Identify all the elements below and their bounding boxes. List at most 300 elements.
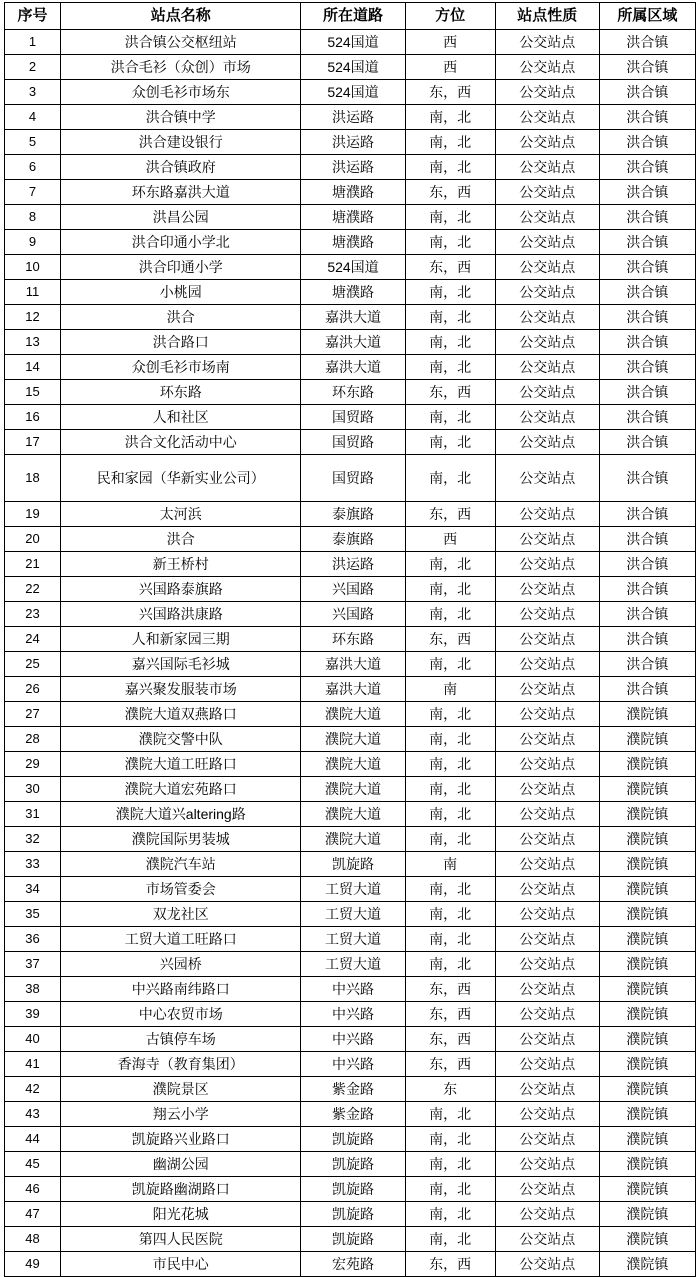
cell-road: 洪运路 bbox=[301, 155, 405, 180]
cell-no: 25 bbox=[5, 652, 61, 677]
cell-no: 20 bbox=[5, 527, 61, 552]
cell-direction: 东，西 bbox=[405, 380, 495, 405]
cell-type: 公交站点 bbox=[495, 752, 599, 777]
table-row bbox=[5, 30, 696, 55]
cell-direction: 东 bbox=[405, 1077, 495, 1102]
cell-type: 公交站点 bbox=[495, 677, 599, 702]
cell-no: 49 bbox=[5, 1252, 61, 1277]
cell-direction: 东，西 bbox=[405, 80, 495, 105]
cell-region: 洪合镇 bbox=[599, 652, 695, 677]
cell-no: 34 bbox=[5, 877, 61, 902]
cell-station-name: 众创毛衫市场南 bbox=[61, 355, 301, 380]
cell-region: 濮院镇 bbox=[599, 1102, 695, 1127]
table-row bbox=[5, 652, 696, 677]
cell-no: 46 bbox=[5, 1177, 61, 1202]
cell-region: 濮院镇 bbox=[599, 1002, 695, 1027]
cell-station-name: 洪合建设银行 bbox=[61, 130, 301, 155]
table-row bbox=[5, 602, 696, 627]
cell-station-name: 洪合印通小学北 bbox=[61, 230, 301, 255]
cell-station-name: 凯旋路兴业路口 bbox=[61, 1127, 301, 1152]
cell-direction: 西 bbox=[405, 30, 495, 55]
table-row bbox=[5, 1177, 696, 1202]
cell-direction: 南，北 bbox=[405, 305, 495, 330]
cell-no: 37 bbox=[5, 952, 61, 977]
cell-no: 14 bbox=[5, 355, 61, 380]
table-row bbox=[5, 105, 696, 130]
cell-road: 濮院大道 bbox=[301, 752, 405, 777]
cell-no: 40 bbox=[5, 1027, 61, 1052]
cell-region: 洪合镇 bbox=[599, 602, 695, 627]
table-row bbox=[5, 702, 696, 727]
table-body bbox=[5, 30, 696, 1277]
table-row bbox=[5, 155, 696, 180]
cell-road: 嘉洪大道 bbox=[301, 677, 405, 702]
cell-station-name: 洪合 bbox=[61, 527, 301, 552]
column-header-road: 所在道路 bbox=[301, 3, 405, 30]
table-row bbox=[5, 1252, 696, 1277]
table-row bbox=[5, 455, 696, 502]
cell-direction: 东，西 bbox=[405, 1002, 495, 1027]
cell-road: 嘉洪大道 bbox=[301, 652, 405, 677]
cell-region: 洪合镇 bbox=[599, 30, 695, 55]
table-row bbox=[5, 1027, 696, 1052]
cell-station-name: 香海寺（教育集团） bbox=[61, 1052, 301, 1077]
cell-type: 公交站点 bbox=[495, 80, 599, 105]
cell-no: 17 bbox=[5, 430, 61, 455]
cell-no: 47 bbox=[5, 1202, 61, 1227]
cell-station-name: 环东路 bbox=[61, 380, 301, 405]
cell-region: 洪合镇 bbox=[599, 627, 695, 652]
cell-direction: 东，西 bbox=[405, 627, 495, 652]
cell-region: 濮院镇 bbox=[599, 952, 695, 977]
cell-road: 524国道 bbox=[301, 30, 405, 55]
cell-direction: 南，北 bbox=[405, 827, 495, 852]
cell-direction: 东，西 bbox=[405, 977, 495, 1002]
cell-direction: 南，北 bbox=[405, 105, 495, 130]
cell-type: 公交站点 bbox=[495, 927, 599, 952]
cell-station-name: 濮院国际男装城 bbox=[61, 827, 301, 852]
cell-station-name: 工贸大道工旺路口 bbox=[61, 927, 301, 952]
cell-type: 公交站点 bbox=[495, 280, 599, 305]
cell-type: 公交站点 bbox=[495, 577, 599, 602]
cell-direction: 南，北 bbox=[405, 702, 495, 727]
cell-direction: 西 bbox=[405, 527, 495, 552]
cell-no: 41 bbox=[5, 1052, 61, 1077]
cell-station-name: 洪昌公园 bbox=[61, 205, 301, 230]
cell-type: 公交站点 bbox=[495, 1252, 599, 1277]
cell-direction: 南，北 bbox=[405, 330, 495, 355]
cell-direction: 南，北 bbox=[405, 1102, 495, 1127]
column-header-region: 所属区域 bbox=[599, 3, 695, 30]
cell-road: 国贸路 bbox=[301, 405, 405, 430]
cell-station-name: 中兴路南纬路口 bbox=[61, 977, 301, 1002]
cell-type: 公交站点 bbox=[495, 205, 599, 230]
cell-type: 公交站点 bbox=[495, 105, 599, 130]
cell-no: 19 bbox=[5, 502, 61, 527]
table-row bbox=[5, 355, 696, 380]
cell-region: 濮院镇 bbox=[599, 1252, 695, 1277]
cell-region: 濮院镇 bbox=[599, 827, 695, 852]
cell-type: 公交站点 bbox=[495, 1227, 599, 1252]
table-row bbox=[5, 255, 696, 280]
cell-no: 38 bbox=[5, 977, 61, 1002]
cell-no: 30 bbox=[5, 777, 61, 802]
cell-no: 6 bbox=[5, 155, 61, 180]
cell-station-name: 洪合文化活动中心 bbox=[61, 430, 301, 455]
cell-type: 公交站点 bbox=[495, 230, 599, 255]
table-row bbox=[5, 552, 696, 577]
table-row bbox=[5, 180, 696, 205]
cell-type: 公交站点 bbox=[495, 380, 599, 405]
cell-no: 35 bbox=[5, 902, 61, 927]
cell-station-name: 小桃园 bbox=[61, 280, 301, 305]
cell-region: 洪合镇 bbox=[599, 280, 695, 305]
table-row bbox=[5, 827, 696, 852]
cell-direction: 南，北 bbox=[405, 902, 495, 927]
cell-no: 12 bbox=[5, 305, 61, 330]
cell-type: 公交站点 bbox=[495, 355, 599, 380]
cell-station-name: 第四人民医院 bbox=[61, 1227, 301, 1252]
cell-road: 濮院大道 bbox=[301, 702, 405, 727]
cell-station-name: 市场管委会 bbox=[61, 877, 301, 902]
cell-no: 5 bbox=[5, 130, 61, 155]
cell-type: 公交站点 bbox=[495, 702, 599, 727]
cell-type: 公交站点 bbox=[495, 130, 599, 155]
cell-no: 27 bbox=[5, 702, 61, 727]
cell-road: 洪运路 bbox=[301, 552, 405, 577]
table-row bbox=[5, 1127, 696, 1152]
cell-region: 濮院镇 bbox=[599, 802, 695, 827]
cell-direction: 南，北 bbox=[405, 727, 495, 752]
cell-no: 39 bbox=[5, 1002, 61, 1027]
cell-region: 洪合镇 bbox=[599, 527, 695, 552]
cell-station-name: 新王桥村 bbox=[61, 552, 301, 577]
table-row bbox=[5, 952, 696, 977]
cell-station-name: 洪合镇政府 bbox=[61, 155, 301, 180]
cell-region: 濮院镇 bbox=[599, 1052, 695, 1077]
cell-road: 濮院大道 bbox=[301, 827, 405, 852]
table-row bbox=[5, 1102, 696, 1127]
cell-station-name: 双龙社区 bbox=[61, 902, 301, 927]
cell-station-name: 人和社区 bbox=[61, 405, 301, 430]
cell-region: 濮院镇 bbox=[599, 1077, 695, 1102]
cell-direction: 南，北 bbox=[405, 230, 495, 255]
cell-no: 29 bbox=[5, 752, 61, 777]
cell-road: 塘濮路 bbox=[301, 180, 405, 205]
cell-region: 洪合镇 bbox=[599, 455, 695, 502]
cell-region: 洪合镇 bbox=[599, 105, 695, 130]
cell-road: 紫金路 bbox=[301, 1102, 405, 1127]
cell-type: 公交站点 bbox=[495, 255, 599, 280]
cell-direction: 南，北 bbox=[405, 927, 495, 952]
cell-region: 濮院镇 bbox=[599, 902, 695, 927]
cell-region: 洪合镇 bbox=[599, 205, 695, 230]
cell-type: 公交站点 bbox=[495, 902, 599, 927]
cell-type: 公交站点 bbox=[495, 802, 599, 827]
cell-type: 公交站点 bbox=[495, 455, 599, 502]
cell-road: 中兴路 bbox=[301, 1002, 405, 1027]
cell-station-name: 濮院景区 bbox=[61, 1077, 301, 1102]
cell-type: 公交站点 bbox=[495, 952, 599, 977]
cell-region: 濮院镇 bbox=[599, 1127, 695, 1152]
cell-type: 公交站点 bbox=[495, 180, 599, 205]
cell-station-name: 人和新家园三期 bbox=[61, 627, 301, 652]
cell-station-name: 市民中心 bbox=[61, 1252, 301, 1277]
cell-no: 45 bbox=[5, 1152, 61, 1177]
cell-station-name: 嘉兴国际毛衫城 bbox=[61, 652, 301, 677]
table-header bbox=[5, 3, 696, 30]
cell-no: 3 bbox=[5, 80, 61, 105]
cell-road: 中兴路 bbox=[301, 1052, 405, 1077]
cell-type: 公交站点 bbox=[495, 827, 599, 852]
cell-road: 塘濮路 bbox=[301, 280, 405, 305]
cell-road: 凯旋路 bbox=[301, 1127, 405, 1152]
cell-region: 濮院镇 bbox=[599, 752, 695, 777]
cell-type: 公交站点 bbox=[495, 1102, 599, 1127]
cell-direction: 南，北 bbox=[405, 455, 495, 502]
cell-region: 濮院镇 bbox=[599, 977, 695, 1002]
table-row bbox=[5, 205, 696, 230]
table-row bbox=[5, 627, 696, 652]
cell-road: 凯旋路 bbox=[301, 1152, 405, 1177]
cell-direction: 南，北 bbox=[405, 205, 495, 230]
cell-no: 8 bbox=[5, 205, 61, 230]
cell-station-name: 嘉兴聚发服装市场 bbox=[61, 677, 301, 702]
cell-no: 4 bbox=[5, 105, 61, 130]
cell-station-name: 众创毛衫市场东 bbox=[61, 80, 301, 105]
cell-station-name: 凯旋路幽湖路口 bbox=[61, 1177, 301, 1202]
cell-type: 公交站点 bbox=[495, 1027, 599, 1052]
table-row bbox=[5, 55, 696, 80]
table-row bbox=[5, 877, 696, 902]
cell-road: 工贸大道 bbox=[301, 877, 405, 902]
table-row bbox=[5, 852, 696, 877]
cell-direction: 南，北 bbox=[405, 752, 495, 777]
cell-region: 洪合镇 bbox=[599, 380, 695, 405]
cell-station-name: 兴国路泰旗路 bbox=[61, 577, 301, 602]
table-row bbox=[5, 1152, 696, 1177]
cell-road: 工贸大道 bbox=[301, 927, 405, 952]
cell-type: 公交站点 bbox=[495, 430, 599, 455]
cell-region: 洪合镇 bbox=[599, 552, 695, 577]
cell-region: 濮院镇 bbox=[599, 702, 695, 727]
cell-no: 2 bbox=[5, 55, 61, 80]
cell-region: 濮院镇 bbox=[599, 1152, 695, 1177]
cell-region: 濮院镇 bbox=[599, 727, 695, 752]
table-row bbox=[5, 527, 696, 552]
cell-direction: 南，北 bbox=[405, 602, 495, 627]
cell-direction: 东，西 bbox=[405, 1252, 495, 1277]
cell-station-name: 洪合镇公交枢纽站 bbox=[61, 30, 301, 55]
column-header-no: 序号 bbox=[5, 3, 61, 30]
header-row bbox=[5, 3, 696, 30]
cell-no: 15 bbox=[5, 380, 61, 405]
cell-type: 公交站点 bbox=[495, 1177, 599, 1202]
cell-road: 国贸路 bbox=[301, 430, 405, 455]
cell-road: 紫金路 bbox=[301, 1077, 405, 1102]
cell-region: 洪合镇 bbox=[599, 230, 695, 255]
table-row bbox=[5, 802, 696, 827]
cell-region: 濮院镇 bbox=[599, 1202, 695, 1227]
cell-road: 嘉洪大道 bbox=[301, 305, 405, 330]
cell-road: 工贸大道 bbox=[301, 952, 405, 977]
cell-road: 凯旋路 bbox=[301, 852, 405, 877]
cell-direction: 南，北 bbox=[405, 405, 495, 430]
cell-station-name: 环东路嘉洪大道 bbox=[61, 180, 301, 205]
cell-direction: 南 bbox=[405, 852, 495, 877]
cell-station-name: 民和家园（华新实业公司） bbox=[61, 455, 301, 502]
cell-station-name: 濮院大道宏苑路口 bbox=[61, 777, 301, 802]
cell-region: 濮院镇 bbox=[599, 1227, 695, 1252]
cell-no: 36 bbox=[5, 927, 61, 952]
cell-road: 濮院大道 bbox=[301, 777, 405, 802]
cell-no: 31 bbox=[5, 802, 61, 827]
cell-direction: 南，北 bbox=[405, 952, 495, 977]
cell-type: 公交站点 bbox=[495, 55, 599, 80]
table-row bbox=[5, 1077, 696, 1102]
cell-no: 33 bbox=[5, 852, 61, 877]
cell-no: 24 bbox=[5, 627, 61, 652]
cell-type: 公交站点 bbox=[495, 527, 599, 552]
cell-road: 524国道 bbox=[301, 80, 405, 105]
cell-station-name: 濮院大道兴altering路 bbox=[61, 802, 301, 827]
table-row bbox=[5, 902, 696, 927]
table-row bbox=[5, 230, 696, 255]
cell-road: 中兴路 bbox=[301, 977, 405, 1002]
cell-direction: 东，西 bbox=[405, 1027, 495, 1052]
cell-road: 濮院大道 bbox=[301, 802, 405, 827]
cell-direction: 南，北 bbox=[405, 1177, 495, 1202]
table-row bbox=[5, 777, 696, 802]
table-row bbox=[5, 502, 696, 527]
cell-direction: 南，北 bbox=[405, 652, 495, 677]
table-row bbox=[5, 1202, 696, 1227]
cell-station-name: 洪合毛衫（众创）市场 bbox=[61, 55, 301, 80]
cell-direction: 南，北 bbox=[405, 130, 495, 155]
cell-road: 凯旋路 bbox=[301, 1177, 405, 1202]
cell-road: 濮院大道 bbox=[301, 727, 405, 752]
cell-station-name: 中心农贸市场 bbox=[61, 1002, 301, 1027]
cell-station-name: 幽湖公园 bbox=[61, 1152, 301, 1177]
cell-direction: 东，西 bbox=[405, 255, 495, 280]
cell-road: 524国道 bbox=[301, 255, 405, 280]
cell-station-name: 洪合 bbox=[61, 305, 301, 330]
cell-region: 洪合镇 bbox=[599, 355, 695, 380]
cell-direction: 南 bbox=[405, 677, 495, 702]
cell-direction: 南，北 bbox=[405, 155, 495, 180]
cell-direction: 南，北 bbox=[405, 552, 495, 577]
cell-direction: 东，西 bbox=[405, 180, 495, 205]
cell-direction: 东，西 bbox=[405, 502, 495, 527]
cell-station-name: 兴园桥 bbox=[61, 952, 301, 977]
cell-region: 洪合镇 bbox=[599, 502, 695, 527]
cell-region: 濮院镇 bbox=[599, 852, 695, 877]
cell-type: 公交站点 bbox=[495, 977, 599, 1002]
cell-region: 濮院镇 bbox=[599, 1177, 695, 1202]
cell-station-name: 洪合镇中学 bbox=[61, 105, 301, 130]
cell-station-name: 濮院大道工旺路口 bbox=[61, 752, 301, 777]
cell-direction: 南，北 bbox=[405, 280, 495, 305]
cell-region: 洪合镇 bbox=[599, 180, 695, 205]
table-row bbox=[5, 380, 696, 405]
cell-road: 泰旗路 bbox=[301, 527, 405, 552]
cell-region: 洪合镇 bbox=[599, 55, 695, 80]
cell-no: 7 bbox=[5, 180, 61, 205]
cell-type: 公交站点 bbox=[495, 405, 599, 430]
cell-type: 公交站点 bbox=[495, 1002, 599, 1027]
cell-road: 兴国路 bbox=[301, 602, 405, 627]
cell-type: 公交站点 bbox=[495, 552, 599, 577]
cell-type: 公交站点 bbox=[495, 155, 599, 180]
cell-no: 23 bbox=[5, 602, 61, 627]
cell-type: 公交站点 bbox=[495, 652, 599, 677]
table-row bbox=[5, 1052, 696, 1077]
cell-station-name: 濮院大道双燕路口 bbox=[61, 702, 301, 727]
cell-station-name: 太河浜 bbox=[61, 502, 301, 527]
cell-station-name: 阳光花城 bbox=[61, 1202, 301, 1227]
cell-no: 18 bbox=[5, 455, 61, 502]
cell-type: 公交站点 bbox=[495, 305, 599, 330]
cell-road: 环东路 bbox=[301, 627, 405, 652]
cell-no: 28 bbox=[5, 727, 61, 752]
cell-region: 洪合镇 bbox=[599, 130, 695, 155]
cell-no: 42 bbox=[5, 1077, 61, 1102]
cell-station-name: 濮院汽车站 bbox=[61, 852, 301, 877]
cell-region: 洪合镇 bbox=[599, 430, 695, 455]
cell-road: 凯旋路 bbox=[301, 1227, 405, 1252]
cell-direction: 南，北 bbox=[405, 1152, 495, 1177]
cell-no: 1 bbox=[5, 30, 61, 55]
cell-station-name: 洪合路口 bbox=[61, 330, 301, 355]
cell-road: 524国道 bbox=[301, 55, 405, 80]
cell-no: 43 bbox=[5, 1102, 61, 1127]
cell-region: 洪合镇 bbox=[599, 330, 695, 355]
cell-road: 嘉洪大道 bbox=[301, 330, 405, 355]
cell-type: 公交站点 bbox=[495, 1127, 599, 1152]
cell-road: 工贸大道 bbox=[301, 902, 405, 927]
column-header-name: 站点名称 bbox=[61, 3, 301, 30]
table-row bbox=[5, 1002, 696, 1027]
cell-type: 公交站点 bbox=[495, 1052, 599, 1077]
cell-type: 公交站点 bbox=[495, 852, 599, 877]
cell-region: 洪合镇 bbox=[599, 255, 695, 280]
cell-station-name: 翔云小学 bbox=[61, 1102, 301, 1127]
table-row bbox=[5, 927, 696, 952]
cell-no: 32 bbox=[5, 827, 61, 852]
table-row bbox=[5, 977, 696, 1002]
cell-road: 中兴路 bbox=[301, 1027, 405, 1052]
cell-direction: 南，北 bbox=[405, 577, 495, 602]
cell-direction: 东，西 bbox=[405, 1052, 495, 1077]
table-row bbox=[5, 130, 696, 155]
cell-station-name: 濮院交警中队 bbox=[61, 727, 301, 752]
cell-road: 凯旋路 bbox=[301, 1202, 405, 1227]
table-row bbox=[5, 577, 696, 602]
table-row bbox=[5, 430, 696, 455]
table-row bbox=[5, 677, 696, 702]
cell-region: 濮院镇 bbox=[599, 877, 695, 902]
cell-region: 洪合镇 bbox=[599, 155, 695, 180]
cell-no: 11 bbox=[5, 280, 61, 305]
cell-type: 公交站点 bbox=[495, 877, 599, 902]
cell-road: 泰旗路 bbox=[301, 502, 405, 527]
cell-type: 公交站点 bbox=[495, 627, 599, 652]
cell-type: 公交站点 bbox=[495, 502, 599, 527]
cell-station-name: 洪合印通小学 bbox=[61, 255, 301, 280]
cell-type: 公交站点 bbox=[495, 727, 599, 752]
cell-no: 13 bbox=[5, 330, 61, 355]
cell-road: 宏苑路 bbox=[301, 1252, 405, 1277]
